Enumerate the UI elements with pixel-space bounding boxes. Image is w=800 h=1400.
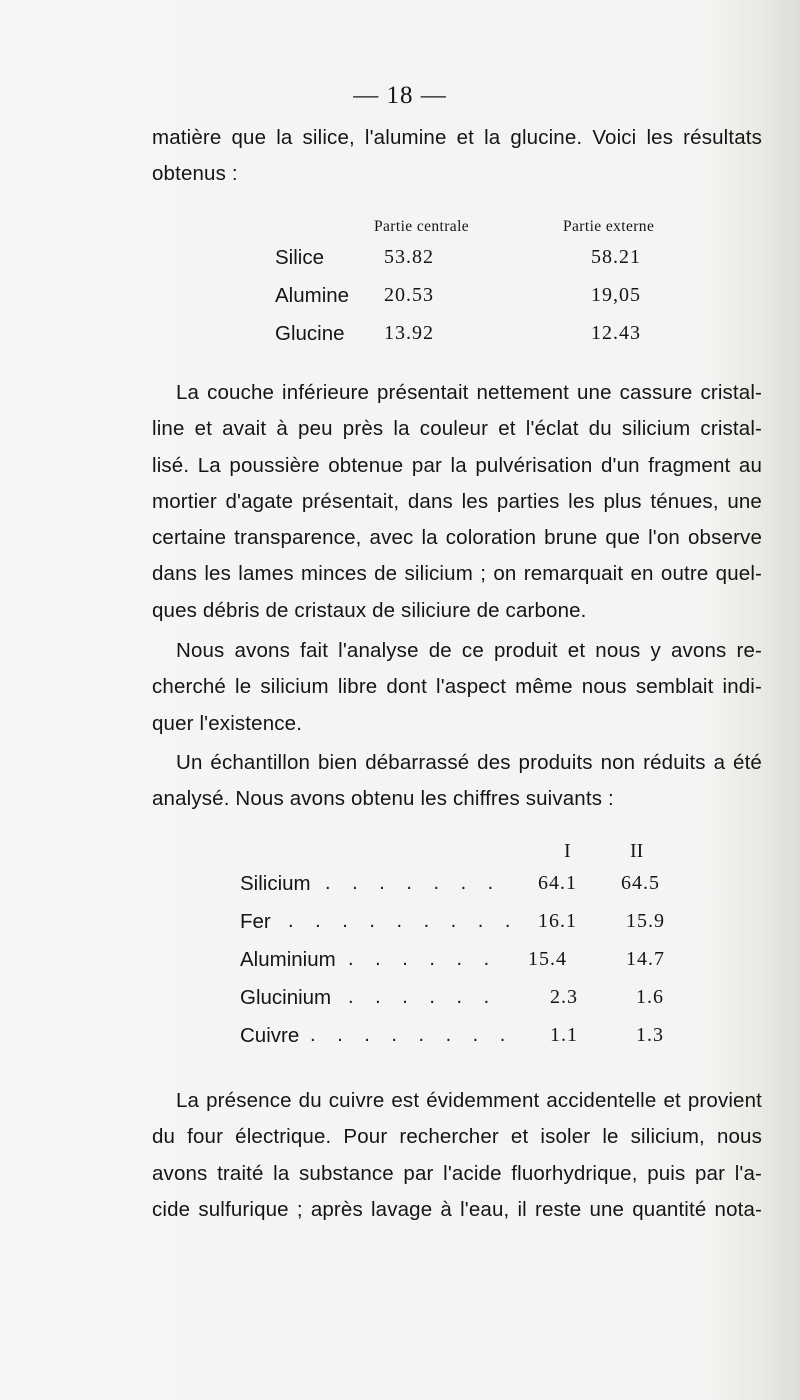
row-label: Cuivre: [240, 1024, 300, 1047]
value-central: 53.82: [384, 246, 434, 268]
value-central: 13.92: [384, 322, 434, 344]
value-ii: 1.3: [636, 1024, 664, 1046]
text-line: La couche inférieure présentait nettement une cassure cristal-: [176, 381, 762, 404]
text-line: quer l'existence.: [152, 711, 303, 735]
table-row: [0, 284, 800, 318]
leader-dots: . . . . . .: [348, 986, 498, 1008]
leader-dots: . . . . . . . . .: [288, 910, 519, 932]
row-label: Glucinium: [240, 986, 332, 1009]
table-row: [0, 910, 800, 944]
column-header-ii: II: [630, 840, 644, 862]
paragraph-lower-layer: [152, 375, 762, 629]
paragraph-intro: [152, 120, 762, 193]
text-line: avons traité la substance par l'acide fluorhydrique, puis par l'a-: [152, 1161, 762, 1185]
text-line: line et avait à peu près la couleur et l'éclat du silicium cristal-: [152, 417, 762, 441]
paragraph-copper: [152, 1083, 762, 1228]
value-external: 19,05: [591, 284, 641, 306]
row-label: Silice: [275, 246, 324, 269]
row-label: Glucine: [275, 322, 345, 345]
text-line: ques débris de cristaux de siliciure de carbone.: [152, 598, 587, 622]
column-header-external: Partie externe: [563, 218, 655, 235]
table-row: [0, 948, 800, 982]
text-line: Nous avons fait l'analyse de ce produit et nous y avons re-: [176, 639, 762, 662]
value-central: 20.53: [384, 284, 434, 306]
value-ii: 15.9: [626, 910, 665, 932]
row-label: Aluminium: [240, 948, 336, 971]
table-row: [0, 322, 800, 356]
value-i: 15.4: [528, 948, 567, 970]
value-ii: 1.6: [636, 986, 664, 1008]
text-line: dans les lames minces de silicium ; on remarquait en outre quel-: [152, 562, 762, 586]
leader-dots: . . . . . . .: [325, 872, 502, 894]
leader-dots: . . . . . .: [348, 948, 498, 970]
value-i: 1.1: [550, 1024, 578, 1046]
table-row: [0, 1024, 800, 1058]
page-number: — 18 —: [353, 82, 447, 109]
text-line: cide sulfurique ; après lavage à l'eau, il reste une quantité nota-: [152, 1197, 762, 1221]
text-line: du four électrique. Pour rechercher et isoler le silicium, nous: [152, 1125, 762, 1149]
value-external: 58.21: [591, 246, 641, 268]
value-ii: 14.7: [626, 948, 665, 970]
text-line: lisé. La poussière obtenue par la pulvérisation d'un fragment au: [152, 453, 762, 477]
table-row: [0, 872, 800, 906]
text-line: mortier d'agate présentait, dans les parties les plus ténues, une: [152, 489, 762, 513]
text-line: certaine transparence, avec la coloration brune que l'on observe: [152, 526, 762, 550]
text-line: matière que la silice, l'alumine et la glucine. Voici les résultats: [152, 126, 762, 149]
value-i: 2.3: [550, 986, 578, 1008]
value-ii: 64.5: [621, 872, 660, 894]
row-label: Alumine: [275, 284, 350, 307]
text-line: analysé. Nous avons obtenu les chiffres suivants :: [152, 787, 614, 811]
text-line: Un échantillon bien débarrassé des produits non réduits a été: [176, 751, 762, 774]
text-line: obtenus :: [152, 162, 238, 186]
value-i: 64.1: [538, 872, 577, 894]
paragraph-analysis: [152, 633, 762, 742]
value-i: 16.1: [538, 910, 577, 932]
text-line: cherché le silicium libre dont l'aspect même nous semblait indi-: [152, 675, 762, 699]
value-external: 12.43: [591, 322, 641, 344]
table-row: [0, 246, 800, 280]
column-header-central: Partie centrale: [374, 218, 470, 235]
row-label: Fer: [240, 910, 271, 933]
row-label: Silicium: [240, 872, 311, 895]
table-row: [0, 986, 800, 1020]
paragraph-sample: [152, 745, 762, 818]
text-line: La présence du cuivre est évidemment accidentelle et provient: [176, 1089, 762, 1112]
leader-dots: . . . . . . . .: [310, 1024, 514, 1046]
column-header-i: I: [564, 840, 571, 862]
